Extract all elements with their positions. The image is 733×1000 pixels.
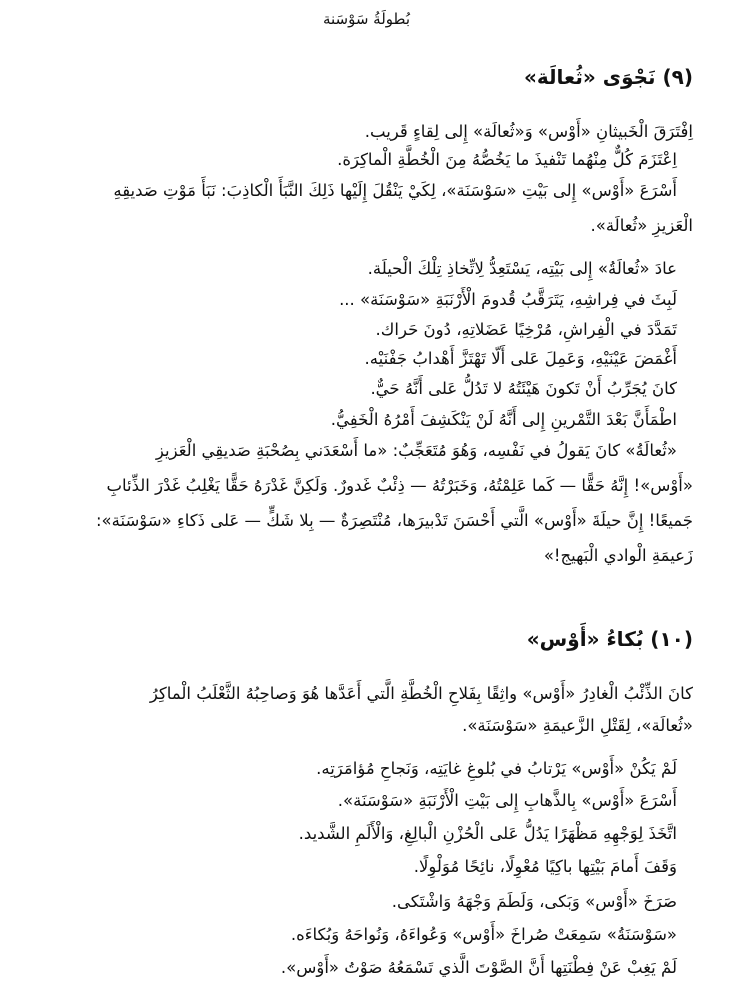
section-9-title: (٩) نَجْوَى «ثُعالَة» xyxy=(523,65,693,89)
paragraph-line: «سَوْسَنَةُ» سَمِعَتْ صُراخَ «أَوْس» وَعُواءَهُ، وَنُواحَهُ وَبُكاءَه. xyxy=(290,925,677,944)
paragraph-line: الْعَزيزِ «ثُعالَة». xyxy=(590,216,693,235)
paragraph-line: لَبِثَ في فِراشِهِ، يَتَرَقَّبُ قُدومَ الْأَرْنَبَةِ «سَوْسَنَة» ... xyxy=(339,290,677,309)
paragraph-line: كانَ يُجَرِّبُ أَنْ تَكونَ هَيْئَتُهُ لا تَدُلُّ عَلى أَنَّهُ حَيٌّ. xyxy=(370,379,677,398)
paragraph-line: اطْمَأَنَّ بَعْدَ التَّمْرينِ إِلى أَنَّهُ لَنْ يَنْكَشِفَ أَمْرُهُ الْخَفِيُّ. xyxy=(330,410,677,429)
paragraph-line: «أَوْس»! إِنَّهُ حَقًّا — كَما عَلِمْتُهُ، وَخَبَرْتُهُ — ذِئْبٌ غَدورٌ. وَلَكِنَّ غَدْرَهُ حَقًّا يَغْلِبُ غَدْرَ الذِّئابِ xyxy=(106,476,693,495)
paragraph-line: أَغْمَضَ عَيْنَيْهِ، وَعَمِلَ عَلى أَلّا تَهْتَزَّ أَهْدابُ جَفْنَيْه. xyxy=(364,349,677,368)
paragraph-line: لَمْ يَكُنْ «أَوْس» يَرْتابُ في بُلوغِ غايَتِه، وَنَجاحِ مُؤامَرَتِه. xyxy=(316,759,677,778)
paragraph-line: صَرَخَ «أَوْس» وَبَكى، وَلَطَمَ وَجْهَهُ وَاشْتَكى. xyxy=(391,892,677,911)
section-10-title: (١٠) بُكاءُ «أَوْس» xyxy=(526,627,693,651)
paragraph-line: زَعيمَةِ الْوادي الْبَهيج!» xyxy=(543,546,693,565)
paragraph-line: تَمَدَّدَ في الْفِراشِ، مُرْخِيًا عَضَلاتِهِ، دُونَ حَراك. xyxy=(375,320,677,339)
paragraph-line: جَميعًا! إِنَّ حيلَةَ «أَوْس» الَّتي أَحْسَنَ تَدْبيرَها، مُنْتَصِرَةٌ — بِلا شَكٍّ — عَلى ذَكاءِ «سَوْسَنَة»: xyxy=(95,511,693,530)
paragraph-line: «ثُعالَة»، لِقَتْلِ الزَّعيمَةِ «سَوْسَنَة». xyxy=(462,716,693,735)
paragraph-line: اتَّخَذَ لِوَجْهِهِ مَظْهَرًا يَدُلُّ عَلى الْحُزْنِ الْبالِغِ، وَالْأَلَمِ الشَّديد. xyxy=(298,824,677,843)
paragraph-line: عادَ «ثُعالَةُ» إِلى بَيْتِه، يَسْتَعِدُّ لِاتِّخاذِ تِلْكَ الْحيلَة. xyxy=(367,259,677,278)
paragraph-line: وَقَفَ أَمامَ بَيْتِها باكِيًا مُعْوِلًا، نائِحًا مُوَلْوِلًا. xyxy=(413,857,677,876)
paragraph-line: اِعْتَزَمَ كُلٌّ مِنْهُما تَنْفيذَ ما يَخُصُّهُ مِنَ الْخُطَّةِ الْماكِرَة. xyxy=(337,150,677,169)
paragraph-line: أَسْرَعَ «أَوْس» بِالذَّهابِ إِلى بَيْتِ الْأَرْنَبَةِ «سَوْسَنَة». xyxy=(337,791,677,810)
paragraph-line: «ثُعالَةُ» كانَ يَقولُ في نَفْسِه، وَهُوَ مُتَعَجِّبٌ: «ما أَسْعَدَني بِصُحْبَةِ صَديقِي الْعَزيزِ xyxy=(155,441,677,460)
paragraph-line: كانَ الذِّئْبُ الْغادِرُ «أَوْس» واثِقًا بِفَلاحِ الْخُطَّةِ الَّتي أَعَدَّها هُوَ وَصاحِبُهُ الثَّعْلَبُ الْماكِرُ xyxy=(149,684,693,703)
paragraph-line: لَمْ يَغِبْ عَنْ فِطْنَتِها أَنَّ الصَّوْتَ الَّذي تَسْمَعُهُ صَوْتُ «أَوْس». xyxy=(280,958,677,977)
page-header: بُطولَةُ سَوْسَنة xyxy=(322,10,411,28)
paragraph-line: اِفْتَرَقَ الْخَبيثانِ «أَوْس» وَ«ثُعالَة» إِلى لِقاءٍ قَريب. xyxy=(364,122,693,141)
paragraph-line: أَسْرَعَ «أَوْس» إِلى بَيْتِ «سَوْسَنَة»، لِكَيْ يَنْقُلَ إِلَيْها ذَلِكَ النَّبَأَ الْكاذِبَ: نَبَأَ مَوْتِ صَديقِهِ xyxy=(113,181,677,200)
